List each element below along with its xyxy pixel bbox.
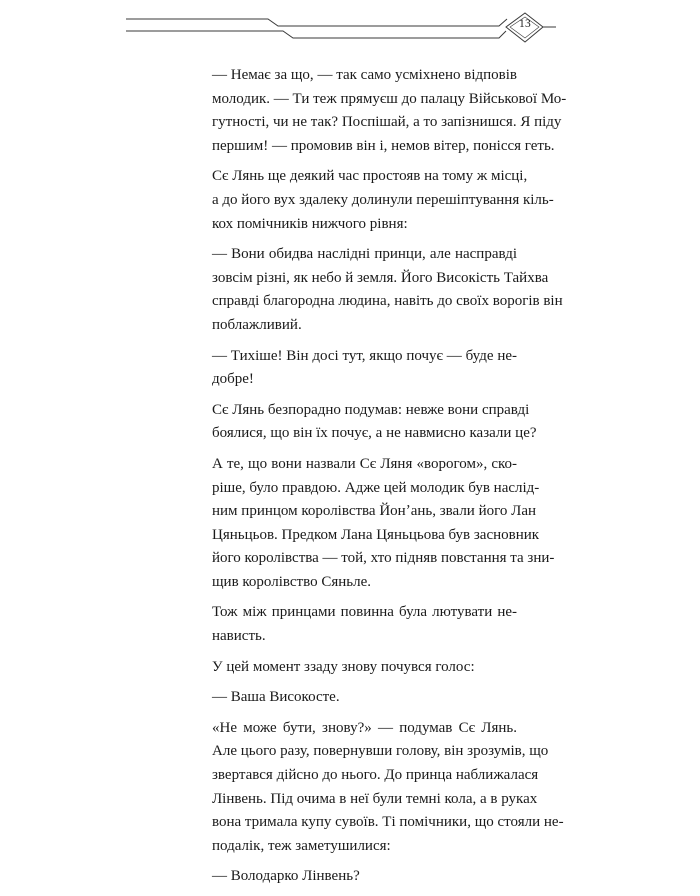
text-line: Сє Лянь безпорадно подумав: невже вони справді	[212, 401, 530, 418]
text-line: кох помічників нижчого рівня:	[212, 215, 408, 232]
text-line: Але цього разу, повернувши голову, він зрозумів, що	[212, 743, 549, 760]
text-line: подалік, теж заметушилися:	[212, 837, 391, 854]
text-line: справді благородна людина, навіть до своїх ворогів він	[212, 293, 563, 310]
text-line: гутності, чи не так? Поспішай, а то запізнишся. Я піду	[212, 114, 562, 131]
text-line: ним принцом королівства Йонʼань, звали його Лан	[212, 503, 537, 520]
header-ornament	[0, 0, 700, 60]
text-line: боялися, що він їх почує, а не навмисно казали це?	[212, 425, 537, 442]
paragraph	[196, 717, 564, 859]
text-line: — Немає за що, — так само усміхнено відповів	[212, 67, 517, 83]
text-line: — Володарко Лінвень?	[212, 868, 360, 885]
paragraph	[196, 865, 517, 889]
text-line: Лінвень. Під очима в неї були темні кола, а в руках	[212, 790, 538, 807]
text-line: а до його вух здалеку долинули перешіптування кіль-	[212, 191, 554, 208]
paragraph	[196, 243, 563, 337]
text-column	[196, 64, 567, 896]
paragraph	[196, 345, 517, 392]
text-line: молодик. — Ти теж прямуєш до палацу Військової Мо-	[212, 90, 567, 107]
text-line: щив королівство Сяньле.	[212, 573, 371, 590]
header-rule-upper	[126, 19, 507, 26]
page-number: 13	[518, 18, 532, 30]
text-line: звертався дійсно до нього. До принца наближалася	[212, 767, 539, 784]
paragraph	[196, 399, 537, 446]
paragraph	[196, 165, 554, 236]
text-line: Цяньцьов. Предком Лана Цяньцьова був засновник	[212, 526, 540, 543]
text-line: зовсім різні, як небо й земля. Його Високість Тайхва	[212, 269, 549, 286]
text-line: — Ваша Високосте.	[212, 689, 340, 706]
paragraph	[196, 656, 517, 680]
paragraph	[196, 453, 555, 595]
paragraph	[196, 64, 567, 158]
text-line: А те, що вони назвали Сє Ляня «ворогом», ско-	[212, 455, 517, 472]
text-line: нависть.	[212, 628, 266, 645]
text-line: — Вони обидва наслідні принци, але насправді	[212, 246, 517, 263]
text-line: — Тихіше! Він досі тут, якщо почує — буде не-	[212, 347, 517, 364]
text-line: першим! — промовив він і, немов вітер, понісся геть.	[212, 137, 555, 154]
paragraph	[196, 601, 517, 648]
text-line: ріше, було правдою. Адже цей молодик був наслід-	[212, 479, 540, 496]
paragraph	[196, 686, 517, 710]
text-line: поблажливий.	[212, 316, 302, 333]
text-line: Тож між принцами повинна була лютувати не-	[212, 604, 517, 621]
text-line: «Не може бути, знову?» — подумав Сє Лянь.	[212, 719, 517, 736]
text-line: У цей момент ззаду знову почувся голос:	[212, 658, 475, 675]
header-rule-lower	[126, 31, 506, 38]
text-line: вона тримала купу сувоїв. Ті помічники, що стояли не-	[212, 814, 564, 831]
text-line: добре!	[212, 371, 254, 388]
text-line: Сє Лянь ще деякий час простояв на тому ж місці,	[212, 168, 528, 185]
text-line: його королівства — той, хто підняв повстання та зни-	[212, 550, 555, 567]
